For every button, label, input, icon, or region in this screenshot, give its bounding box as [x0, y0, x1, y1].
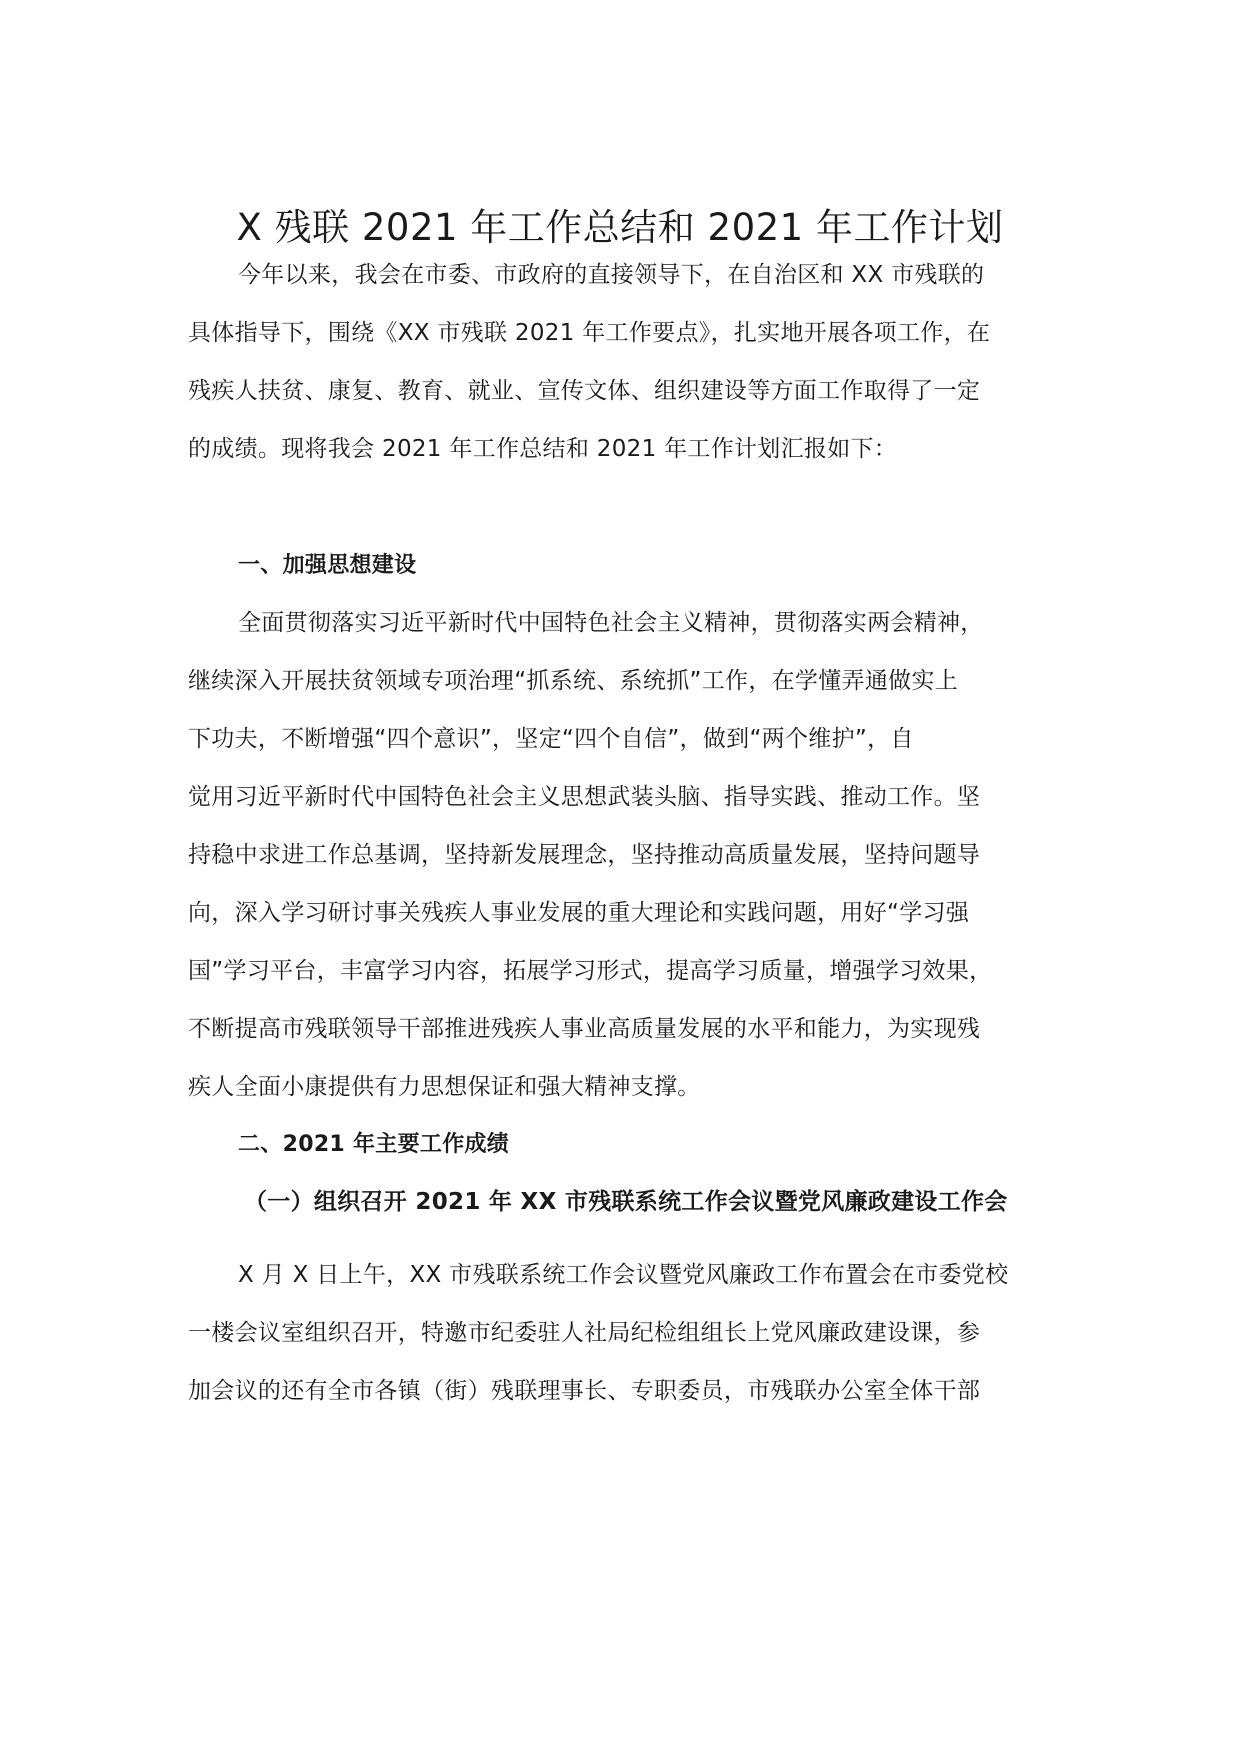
- body-line: 加会议的还有全市各镇（街）残联理事长、专职委员，市残联办公室全体干部: [188, 1378, 981, 1404]
- body-line: 持稳中求进工作总基调，坚持新发展理念，坚持推动高质量发展，坚持问题导: [188, 842, 981, 868]
- subsection-heading: （一）组织召开 2021 年 XX 市残联系统工作会议暨党风廉政建设工作会: [244, 1189, 1008, 1215]
- section-heading: 一、加强思想建设: [238, 553, 417, 578]
- body-line: 不断提高市残联领导干部推进残疾人事业高质量发展的水平和能力，为实现残: [188, 1016, 981, 1042]
- body-line: 向，深入学习研讨事关残疾人事业发展的重大理论和实践问题，用好“学习强: [188, 900, 970, 926]
- body-line: 继续深入开展扶贫领域专项治理“抓系统、系统抓”工作，在学懂弄通做实上: [188, 668, 959, 694]
- intro-line: 的成绩。现将我会 2021 年工作总结和 2021 年工作计划汇报如下：: [188, 436, 898, 462]
- intro-line: 具体指导下，围绕《XX 市残联 2021 年工作要点》，扎实地开展各项工作，在: [188, 320, 991, 346]
- document-title: X 残联 2021 年工作总结和 2021 年工作计划: [236, 206, 1004, 249]
- body-line: 一楼会议室组织召开，特邀市纪委驻人社局纪检组组长上党风廉政建设课，参: [188, 1320, 981, 1346]
- intro-line: 今年以来，我会在市委、市政府的直接领导下，在自治区和 XX 市残联的: [238, 262, 985, 288]
- body-line: X 月 X 日上午，XX 市残联系统工作会议暨党风廉政工作布置会在市委党校: [238, 1262, 1009, 1288]
- section-heading: 二、2021 年主要工作成绩: [238, 1132, 510, 1157]
- body-line: 下功夫，不断增强“四个意识”，坚定“四个自信”，做到“两个维护”，自: [188, 726, 914, 752]
- body-line: 全面贯彻落实习近平新时代中国特色社会主义精神，贯彻落实两会精神，: [238, 610, 984, 636]
- body-line: 国”学习平台，丰富学习内容，拓展学习形式，提高学习质量，增强学习效果，: [188, 958, 993, 984]
- intro-line: 残疾人扶贫、康复、教育、就业、宣传文体、组织建设等方面工作取得了一定: [188, 378, 981, 404]
- body-line: 觉用习近平新时代中国特色社会主义思想武装头脑、指导实践、推动工作。坚: [188, 784, 981, 810]
- body-line: 疾人全面小康提供有力思想保证和强大精神支撑。: [188, 1074, 701, 1100]
